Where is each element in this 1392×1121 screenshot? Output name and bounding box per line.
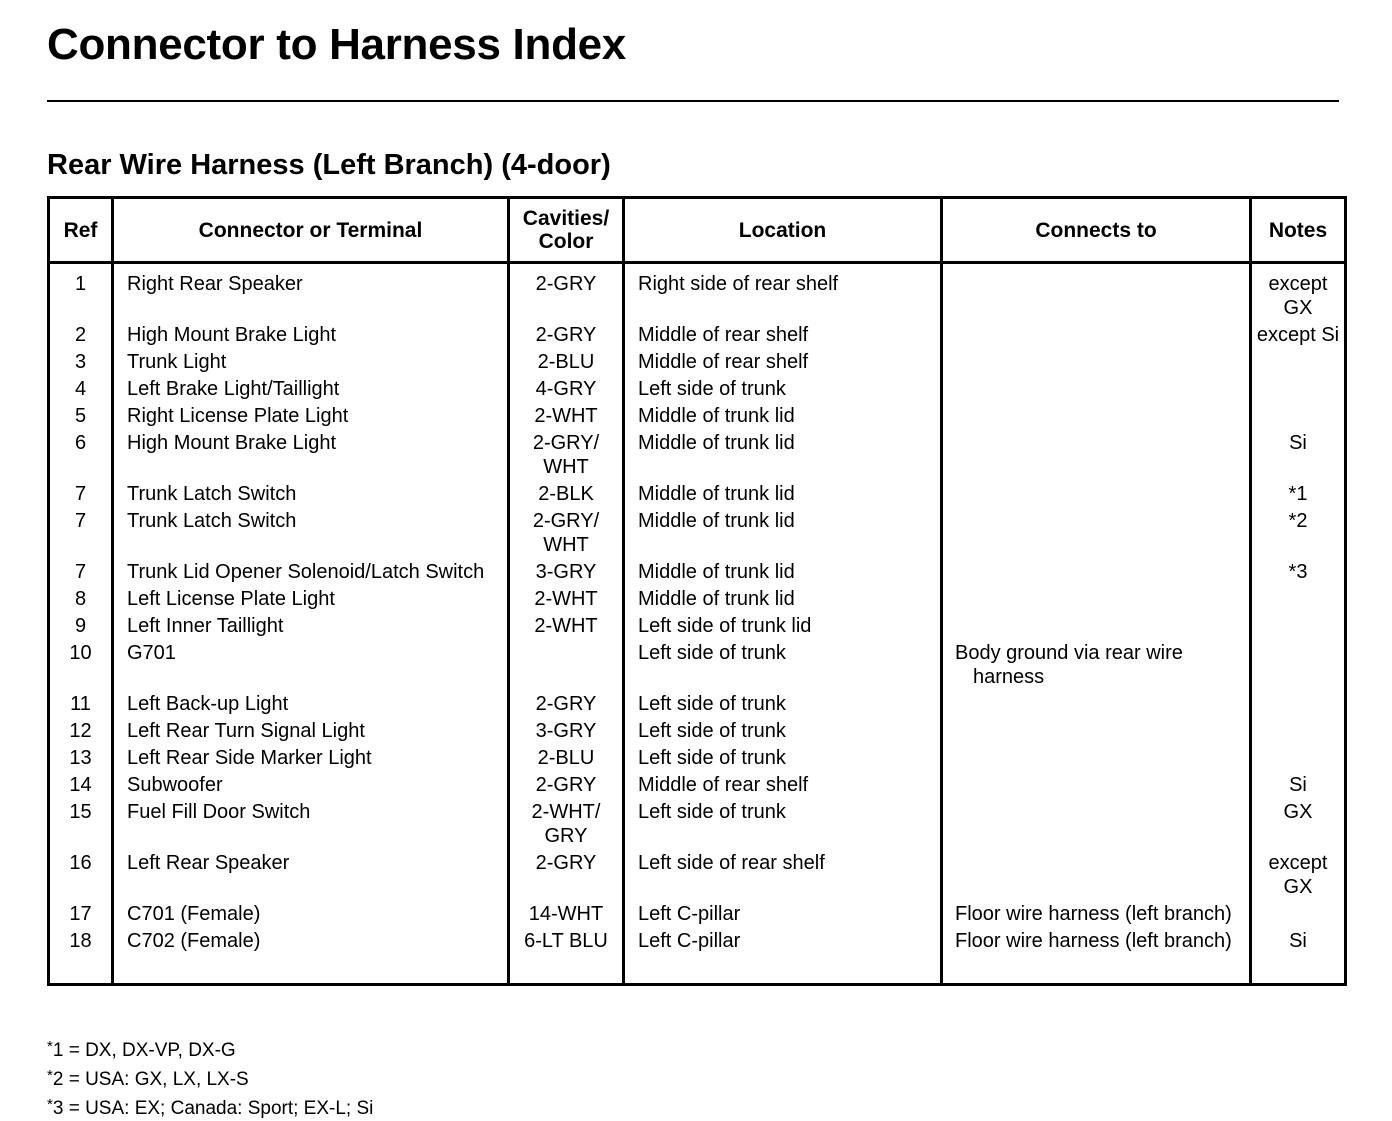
cell-connector-text: Trunk Latch Switch [127,483,297,505]
cell-location [624,263,942,324]
table-row [49,851,1346,902]
cell-location [624,902,942,929]
cell-location-text: Middle of trunk lid [638,405,795,427]
page-title: Connector to Harness Index [47,20,626,69]
cell-location [624,929,942,985]
cell-ref-text: 11 [70,693,91,715]
cell-location [624,746,942,773]
cell-location [624,587,942,614]
cell-connector-text: Trunk Light [127,351,227,373]
cell-notes [1251,263,1346,324]
cell-ref-text: 17 [69,903,92,925]
cell-notes [1251,851,1346,902]
table-row [49,404,1346,431]
table-row [49,560,1346,587]
header-connector: Connector or Terminal [113,198,509,263]
table-row [49,614,1346,641]
cell-cavities [509,587,624,614]
cell-cavities-text: 2-GRY [535,774,597,796]
cell-connects-to [942,431,1251,482]
cell-notes [1251,719,1346,746]
cell-notes [1251,404,1346,431]
cell-location-text: Middle of trunk lid [638,510,795,532]
cell-ref-text: 13 [69,747,92,769]
cell-connector [113,404,509,431]
section-title: Rear Wire Harness (Left Branch) (4-door) [47,149,611,181]
cell-ref [49,614,113,641]
cell-connects-to [942,509,1251,560]
cell-connector [113,587,509,614]
table-row [49,587,1346,614]
cell-cavities [509,641,624,692]
cell-notes-text: except GX [1268,852,1328,898]
cell-cavities [509,482,624,509]
cell-ref-text: 1 [74,273,87,295]
cell-connects-to [942,482,1251,509]
footnote-text: 2 = USA: GX, LX, LX-S [52,1069,249,1090]
cell-connector-text: Left Brake Light/Taillight [127,378,340,400]
cell-ref-text: 15 [69,801,92,823]
cell-location [624,482,942,509]
cell-connector [113,509,509,560]
cell-connector [113,323,509,350]
table-row [49,641,1346,692]
header-connects-to: Connects to [942,198,1251,263]
cell-connects-to [942,350,1251,377]
header-cavities-line2: Color [538,230,594,253]
cell-location-text: Left side of trunk [638,747,786,769]
cell-connector [113,692,509,719]
cell-notes [1251,509,1346,560]
table-row [49,719,1346,746]
cell-ref-text: 4 [74,378,87,400]
cell-notes [1251,431,1346,482]
cell-location-text: Left side of trunk lid [638,615,812,637]
footnote [47,1092,373,1121]
cell-ref-text: 3 [74,351,87,373]
cell-ref [49,482,113,509]
cell-ref-text: 9 [74,615,87,637]
cell-connector-text: High Mount Brake Light [127,324,337,346]
footnote-mark: * [47,1067,53,1084]
cell-connector [113,719,509,746]
cell-connector [113,377,509,404]
cell-location [624,641,942,692]
cell-ref-text: 14 [69,774,92,796]
cell-cavities-text: 2-GRY/ WHT [532,432,600,478]
cell-cavities-text: 2-WHT [534,588,598,610]
cell-ref-text: 6 [74,432,87,454]
cell-connects-to [942,773,1251,800]
cell-ref-text: 5 [74,405,87,427]
cell-cavities [509,509,624,560]
cell-ref-text: 16 [69,852,92,874]
footnotes [47,1034,373,1121]
table-row [49,509,1346,560]
footnote-mark: * [47,1038,53,1055]
cell-ref-text: 10 [69,642,92,664]
cell-ref [49,902,113,929]
cell-ref [49,692,113,719]
cell-notes [1251,323,1346,350]
cell-ref [49,509,113,560]
cell-location [624,509,942,560]
cell-cavities [509,902,624,929]
cell-connector [113,902,509,929]
cell-notes [1251,614,1346,641]
cell-connects-to-text: Body ground via rear wire harness [955,642,1183,688]
cell-connector-text: C701 (Female) [127,903,261,925]
cell-connects-to [942,377,1251,404]
cell-ref [49,404,113,431]
cell-location [624,350,942,377]
cell-connector [113,614,509,641]
cell-cavities [509,851,624,902]
cell-notes [1251,641,1346,692]
cell-cavities [509,692,624,719]
cell-location-text: Left side of trunk [638,378,786,400]
cell-cavities-text: 2-GRY/ WHT [532,510,600,556]
cell-connector-text: Left Rear Turn Signal Light [127,720,365,742]
footnote-text: 1 = DX, DX-VP, DX-G [52,1040,236,1061]
cell-notes-text: *1 [1288,483,1308,505]
cell-notes [1251,800,1346,851]
cell-connector-text: Right License Plate Light [127,405,349,427]
cell-ref [49,587,113,614]
cell-notes [1251,587,1346,614]
cell-notes [1251,902,1346,929]
cell-connector-text: Left Back-up Light [127,693,289,715]
cell-cavities [509,377,624,404]
cell-ref-text: 7 [74,561,87,583]
cell-connects-to [942,692,1251,719]
cell-connector-text: C702 (Female) [127,930,261,952]
cell-location [624,323,942,350]
cell-cavities-text: 4-GRY [535,378,597,400]
footnote-mark: * [47,1096,53,1113]
cell-connector-text: Subwoofer [127,774,223,796]
table-header-row [49,198,1346,263]
cell-connects-to-text: Floor wire harness (left branch) [955,903,1232,925]
cell-location-text: Left C-pillar [638,903,741,925]
cell-location-text: Middle of trunk lid [638,483,795,505]
cell-notes [1251,482,1346,509]
cell-location-text: Left side of trunk [638,720,786,742]
cell-notes [1251,560,1346,587]
cell-notes [1251,929,1346,985]
cell-cavities [509,404,624,431]
cell-connector [113,800,509,851]
header-cavities [509,198,624,263]
table-row [49,800,1346,851]
cell-notes-text: GX [1283,801,1313,823]
cell-cavities [509,323,624,350]
cell-cavities-text: 2-WHT/ GRY [531,801,601,847]
cell-connector [113,263,509,324]
cell-connector-text: G701 [127,642,176,664]
cell-location-text: Left C-pillar [638,930,741,952]
cell-connector-text: Left License Plate Light [127,588,335,610]
table-row [49,350,1346,377]
cell-connector-text: Trunk Lid Opener Solenoid/Latch Switch [127,561,485,583]
cell-connector-text: Fuel Fill Door Switch [127,801,311,823]
cell-notes-text: except GX [1268,273,1328,319]
header-location: Location [624,198,942,263]
cell-location [624,851,942,902]
connector-index-table [47,196,1347,986]
table-row [49,431,1346,482]
cell-connects-to [942,641,1251,692]
cell-location-text: Middle of trunk lid [638,588,795,610]
table-row [49,902,1346,929]
cell-connects-to [942,902,1251,929]
cell-notes-text: *2 [1288,510,1308,532]
cell-cavities-text: 6-LT BLU [524,930,608,952]
cell-ref-text: 2 [74,324,87,346]
table-row [49,377,1346,404]
cell-ref [49,263,113,324]
cell-location [624,404,942,431]
title-divider [47,100,1339,102]
table-row [49,773,1346,800]
footnote [47,1063,373,1092]
cell-connects-to [942,323,1251,350]
cell-connects-to [942,929,1251,985]
cell-cavities-text: 2-BLK [538,483,594,505]
cell-cavities [509,431,624,482]
table-row [49,482,1346,509]
cell-cavities [509,773,624,800]
cell-connector-text: Left Rear Speaker [127,852,290,874]
cell-connects-to [942,587,1251,614]
cell-notes-text: *3 [1288,561,1308,583]
cell-connects-to [942,263,1251,324]
cell-connects-to-text: Floor wire harness (left branch) [955,930,1232,952]
cell-cavities-text: 2-GRY [535,273,597,295]
footnote [47,1034,373,1063]
cell-connector-text: Left Rear Side Marker Light [127,747,372,769]
cell-location [624,431,942,482]
cell-connector [113,746,509,773]
cell-ref [49,431,113,482]
cell-ref [49,773,113,800]
cell-cavities [509,800,624,851]
cell-cavities-text: 2-GRY [535,324,597,346]
header-notes: Notes [1251,198,1346,263]
cell-cavities [509,746,624,773]
cell-connects-to [942,719,1251,746]
cell-cavities [509,350,624,377]
cell-location [624,773,942,800]
cell-location [624,614,942,641]
cell-cavities [509,929,624,985]
cell-cavities-text: 2-GRY [535,693,597,715]
cell-connector [113,851,509,902]
cell-cavities [509,614,624,641]
cell-connector [113,482,509,509]
cell-ref [49,641,113,692]
cell-connector-text: Right Rear Speaker [127,273,303,295]
cell-connector [113,431,509,482]
cell-cavities-text: 14-WHT [528,903,604,925]
cell-connector [113,929,509,985]
cell-connects-to [942,560,1251,587]
cell-notes-text: Si [1289,774,1307,796]
cell-connector [113,560,509,587]
cell-connector [113,350,509,377]
cell-location-text: Middle of trunk lid [638,561,795,583]
cell-ref [49,800,113,851]
cell-notes [1251,746,1346,773]
cell-connects-to [942,800,1251,851]
cell-location-text: Right side of rear shelf [638,273,839,295]
table-row [49,263,1346,324]
cell-ref-text: 18 [69,930,92,952]
cell-ref [49,746,113,773]
cell-ref [49,719,113,746]
footnote-text: 3 = USA: EX; Canada: Sport; EX-L; Si [52,1098,374,1119]
header-cavities-line1: Cavities/ [522,207,610,230]
cell-cavities-text: 2-BLU [537,351,595,373]
cell-connector-text: Left Inner Taillight [127,615,284,637]
cell-cavities [509,560,624,587]
cell-notes-text: Si [1289,930,1307,952]
cell-ref-text: 12 [69,720,92,742]
cell-connector [113,773,509,800]
cell-connects-to [942,746,1251,773]
cell-location-text: Middle of rear shelf [638,324,809,346]
cell-notes [1251,773,1346,800]
cell-cavities [509,719,624,746]
cell-location [624,719,942,746]
table-row [49,929,1346,985]
cell-location-text: Left side of rear shelf [638,852,825,874]
cell-ref [49,929,113,985]
cell-connects-to [942,614,1251,641]
cell-location-text: Middle of rear shelf [638,774,809,796]
cell-ref-text: 7 [74,483,87,505]
cell-connector [113,641,509,692]
cell-location-text: Left side of trunk [638,642,786,664]
cell-ref [49,851,113,902]
cell-location [624,560,942,587]
cell-cavities-text: 3-GRY [535,720,597,742]
cell-cavities-text: 3-GRY [535,561,597,583]
cell-location-text: Middle of rear shelf [638,351,809,373]
cell-connects-to [942,851,1251,902]
cell-cavities-text: 2-BLU [537,747,595,769]
cell-notes [1251,350,1346,377]
table-row [49,746,1346,773]
cell-location-text: Middle of trunk lid [638,432,795,454]
cell-location [624,692,942,719]
cell-location-text: Left side of trunk [638,693,786,715]
cell-ref [49,560,113,587]
table-body [49,263,1346,985]
header-ref: Ref [49,198,113,263]
cell-connector-text: High Mount Brake Light [127,432,337,454]
cell-notes-text: Si [1289,432,1307,454]
cell-location-text: Left side of trunk [638,801,786,823]
cell-connector-text: Trunk Latch Switch [127,510,297,532]
cell-cavities [509,263,624,324]
cell-location [624,800,942,851]
cell-ref-text: 7 [74,510,87,532]
cell-notes [1251,692,1346,719]
table-row [49,692,1346,719]
cell-cavities-text: 2-WHT [534,405,598,427]
cell-ref-text: 8 [74,588,87,610]
table-row [49,323,1346,350]
cell-cavities-text: 2-WHT [534,615,598,637]
cell-ref [49,377,113,404]
cell-location [624,377,942,404]
cell-notes [1251,377,1346,404]
cell-ref [49,350,113,377]
cell-notes-text: except Si [1256,324,1340,346]
cell-connects-to [942,404,1251,431]
cell-cavities-text: 2-GRY [535,852,597,874]
cell-ref [49,323,113,350]
